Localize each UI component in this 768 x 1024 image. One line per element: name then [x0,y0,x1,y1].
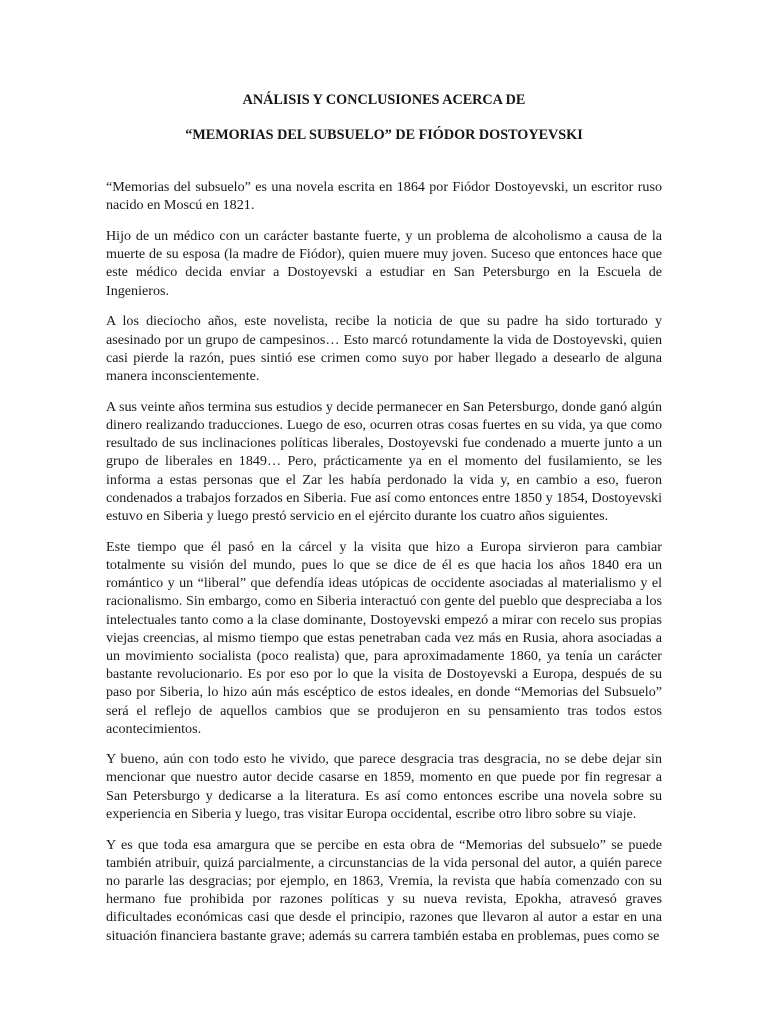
paragraph-7: Y es que toda esa amargura que se percibe en esta obra de “Memorias del subsuelo” se puede también atribuir, quizá parcialmente, a circunstancias de la vida personal del autor, a quién parece no pararle las desgracias; por ejemplo, en 1863, Vremia, la revista que había comenzado con su hermano fue prohibida por razones políticas y su nueva revista, Epokha, atravesó graves dificultades económicas casi que desde el principio, razones que llevaron al autor a estar en una situación financiera bastante grave; además su carrera también estaba en problemas, pues como se [106,836,662,944]
title-line-2: “MEMORIAS DEL SUBSUELO” DE FIÓDOR DOSTOYEVSKI [185,127,583,143]
body-text [106,178,662,957]
title-block [0,90,768,145]
paragraph-1: “Memorias del subsuelo” es una novela escrita en 1864 por Fiódor Dostoyevski, un escritor ruso nacido en Moscú en 1821. [106,179,662,214]
paragraph-3: A los dieciocho años, este novelista, recibe la noticia de que su padre ha sido torturado y asesinado por un grupo de campesinos… Esto marcó rotundamente la vida de Dostoyevski, quien casi pierde la razón, pues sintió ese crimen como suyo por haber llegado a desearlo de alguna manera inconscientemente. [106,313,662,385]
paragraph-6: Y bueno, aún con todo esto he vivido, que parece desgracia tras desgracia, no se debe dejar sin mencionar que nuestro autor decide casarse en 1859, momento en que puede por fin regresar a San Petersburgo y dedicarse a la literatura. Es así como entonces escribe una novela sobre su experiencia en Siberia y luego, tras visitar Europa occidental, escribe otro libro sobre su viaje. [106,751,662,822]
paragraph-4: A sus veinte años termina sus estudios y decide permanecer en San Petersburgo, donde ganó algún dinero realizando traducciones. Luego de eso, ocurren otras cosas fuertes en su vida, ya que como resultado de sus inclinaciones políticas liberales, Dostoyevski fue condenado a muerte junto a un grupo de liberales en 1849… Pero, prácticamente ya en el momento del fusilamiento, se les informa a estas personas que el Zar les había perdonado la vida y, en cambio a eso, fueron condenados a trabajos forzados en Siberia. Fue así como entonces entre 1850 y 1854, Dostoyevski estuvo en Siberia y luego prestó servicio en el ejército durante los cuatro años siguientes. [106,398,662,525]
paragraph-2: Hijo de un médico con un carácter bastante fuerte, y un problema de alcoholismo a causa de la muerte de su esposa (la madre de Fiódor), quien muere muy joven. Suceso que entonces hace que este médico decida enviar a Dostoyevski a estudiar en San Petersburgo en la Escuela de Ingenieros. [106,228,662,299]
paragraph-5: Este tiempo que él pasó en la cárcel y la visita que hizo a Europa sirvieron para cambiar totalmente su visión del mundo, pues lo que se dice de él es que hacia los años 1840 era un romántico y un “liberal” que defendía ideas utópicas de occidente asociadas al materialismo y el racionalismo. Sin embargo, como en Siberia interactuó con gente del pueblo que despreciaba a los intelectuales tanto como a la clase dominante, Dostoyevski empezó a mirar con recelo sus propias viejas creencias, al mismo tiempo que estas penetraban cada vez más en Rusia, ahora asociadas a un movimiento socialista (poco realista) que, para aproximadamente 1860, ya tenía un carácter bastante revolucionario. Es por eso por lo que la visita de Dostoyevski a Europa, después de su paso por Siberia, lo hizo aún más escéptico de estos ideales, en donde “Memorias del Subsuelo” será el reflejo de aquellos cambios que se produjeron en su pensamiento tras todos estos acontecimientos. [106,538,662,737]
title-line-1: ANÁLISIS Y CONCLUSIONES ACERCA DE [242,92,526,108]
